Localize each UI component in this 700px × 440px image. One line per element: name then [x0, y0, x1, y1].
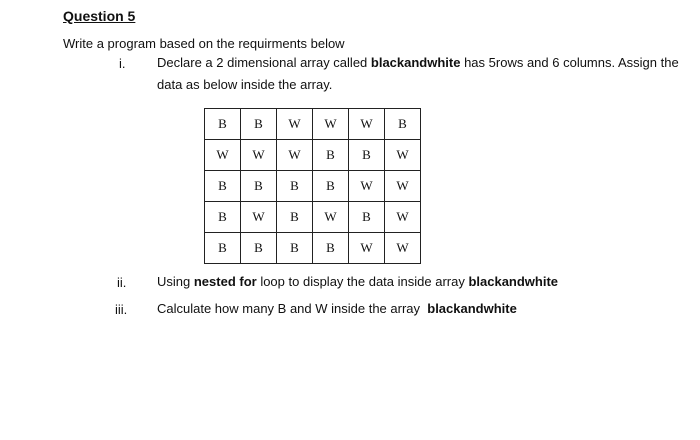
item-text-iii: [157, 298, 517, 320]
grid-cell: W: [349, 109, 385, 140]
grid-cell: B: [277, 233, 313, 264]
grid-cell: B: [241, 171, 277, 202]
item-i-part: has 5rows and 6 columns. Assign the data as below inside the array.: [157, 55, 679, 92]
grid-cell: W: [313, 109, 349, 140]
grid-row: [205, 109, 421, 140]
grid-row: [205, 233, 421, 264]
grid-cell: B: [205, 202, 241, 233]
grid-cell: B: [313, 140, 349, 171]
question-heading: Question 5: [63, 8, 136, 24]
item-number-ii: ii.: [117, 275, 127, 290]
grid-cell: W: [349, 171, 385, 202]
item-number-iii: iii.: [115, 302, 128, 317]
item-iii-part: Calculate how many B and W inside the array: [157, 301, 428, 316]
item-i-part: Declare a 2 dimensional array called: [157, 55, 371, 70]
array-name-bold: blackandwhite: [370, 55, 461, 70]
question-intro: Write a program based on the requirments below: [63, 36, 345, 51]
nested-for-bold: nested for: [193, 274, 257, 289]
item-text-i: [157, 52, 697, 96]
grid-cell: B: [241, 109, 277, 140]
grid-cell: W: [385, 171, 421, 202]
grid-cell: B: [385, 109, 421, 140]
grid-cell: B: [205, 109, 241, 140]
item-number-i: i.: [119, 56, 126, 71]
item-ii-part: loop to display the data inside array: [256, 274, 469, 289]
grid-cell: B: [241, 233, 277, 264]
grid-cell: W: [385, 140, 421, 171]
grid-cell: B: [205, 233, 241, 264]
grid-row: [205, 171, 421, 202]
grid-cell: W: [313, 202, 349, 233]
grid-cell: W: [241, 140, 277, 171]
array-name-bold: blackandwhite: [427, 301, 517, 316]
grid-cell: B: [349, 140, 385, 171]
grid-cell: W: [241, 202, 277, 233]
grid-cell: B: [277, 202, 313, 233]
grid-cell: W: [277, 109, 313, 140]
grid-cell: B: [313, 233, 349, 264]
grid-cell: B: [277, 171, 313, 202]
item-ii-part: Using: [157, 274, 194, 289]
grid-cell: W: [349, 233, 385, 264]
grid-cell: W: [385, 233, 421, 264]
grid-cell: B: [313, 171, 349, 202]
grid-cell: W: [277, 140, 313, 171]
grid-row: [205, 202, 421, 233]
grid-cell: B: [205, 171, 241, 202]
array-name-bold: blackandwhite: [468, 274, 559, 289]
grid-cell: W: [385, 202, 421, 233]
grid-row: [205, 140, 421, 171]
item-text-ii: [157, 271, 558, 293]
array-data-table: [204, 108, 421, 264]
grid-cell: W: [205, 140, 241, 171]
grid-cell: B: [349, 202, 385, 233]
